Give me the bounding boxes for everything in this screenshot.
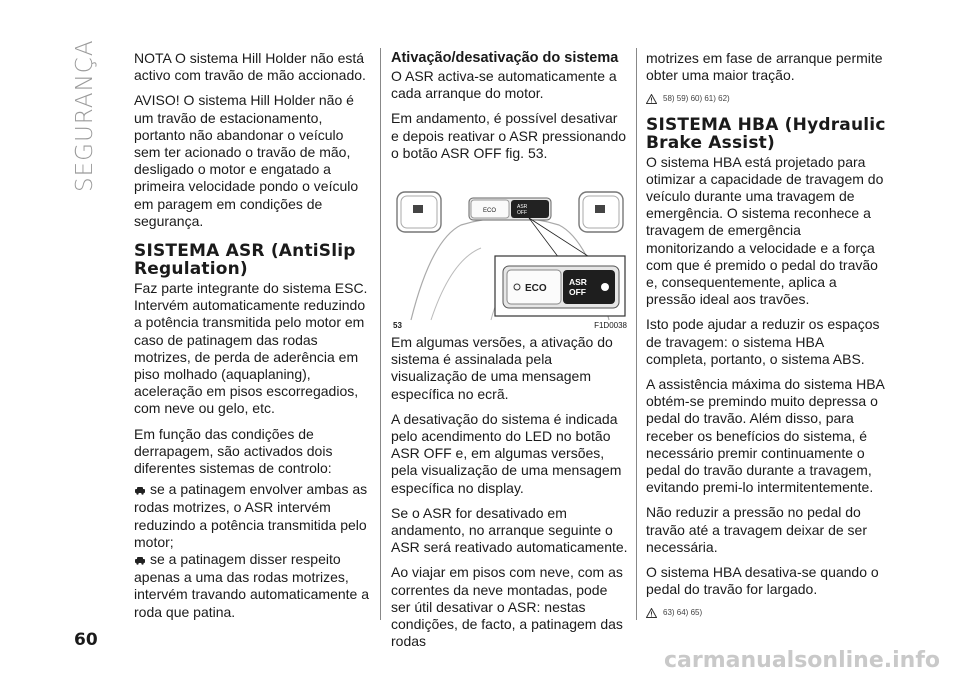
paragraph: NOTA O sistema Hill Holder não está activo com travão de mão accionado. xyxy=(134,50,366,84)
asr-button-label-1: ASR xyxy=(569,277,587,288)
dashboard-illustration xyxy=(391,170,629,322)
section-heading: SISTEMA ASR (AntiSlip Regulation) xyxy=(134,241,356,280)
small-asr-label-2: OFF xyxy=(517,210,527,217)
small-eco-label: ECO xyxy=(483,208,497,215)
column-2 xyxy=(391,50,629,658)
watermark: carmanualsonline.info xyxy=(664,648,940,673)
small-asr-label-1: ASR xyxy=(517,204,528,211)
column-1 xyxy=(134,50,370,629)
paragraph: A assistência máxima do sistema HBA obtém-se premindo muito depressa o pedal do travão. Além disso, para receber os benefícios do sistema, é necessário premir continuamente o pedal do travão durante a travagem, evitando premi-lo intermitentemente. xyxy=(646,376,885,496)
warning-references xyxy=(646,90,886,107)
paragraph: Se o ASR for desativado em andamento, no arranque seguinte o ASR será reativado automaticamente. xyxy=(391,504,628,556)
paragraph: Isto pode ajudar a reduzir os espaços de travagem: o sistema HBA completa, portanto, o sistema ABS. xyxy=(646,316,880,367)
list-item-text: se a patinagem envolver ambas as rodas motrizes, o ASR intervém reduzindo a potência transmitida pelo motor; xyxy=(134,481,368,550)
column-divider xyxy=(380,48,381,620)
eco-button-label: ECO xyxy=(525,283,547,295)
paragraph: AVISO! O sistema Hill Holder não é um travão de estacionamento, portanto não abandonar o veículo sem ter acionado o travão de mão, desligado o motor e engatado a primeira velocidade pondo o veículo em paragem em condições de segurança. xyxy=(134,92,359,229)
paragraph: Em algumas versões, a ativação do sistema é assinalada pela visualização de uma mensagem específica no ecrã. xyxy=(391,334,613,402)
paragraph: O sistema HBA desativa-se quando o pedal do travão for largado. xyxy=(646,564,879,598)
section-label: SEGURANÇA xyxy=(72,39,98,192)
paragraph: motrizes em fase de arranque permite obter uma maior tração. xyxy=(646,50,883,84)
warning-refs-text: 58) 59) 60) 61) 62) xyxy=(663,94,730,104)
paragraph: Faz parte integrante do sistema ESC. Intervém automaticamente reduzindo a potência transmitida pelo motor em caso de patinagem das rodas motrizes, de perda de aderência em piso molhado (aquaplaning), aceleração em pisos escorregadios, com neve ou gelo, etc. xyxy=(134,280,368,417)
paragraph: Não reduzir a pressão no pedal do travão até a travagem deixar de ser necessária. xyxy=(646,504,868,555)
list-item xyxy=(134,551,370,621)
car-bullet-icon xyxy=(134,482,146,499)
warning-icon xyxy=(646,608,657,618)
paragraph: Em andamento, é possível desativar e depois reativar o ASR pressionando o botão ASR OFF fig. 53. xyxy=(391,110,627,161)
figure-code: F1D0038 xyxy=(594,320,627,330)
warning-refs-text: 63) 64) 65) xyxy=(663,608,703,618)
list-item-text: se a patinagem disser respeito apenas a uma das rodas motrizes, intervém travando automaticamente a roda que patina. xyxy=(134,551,370,620)
paragraph: O sistema HBA está projetado para otimizar a capacidade de travagem do veículo durante uma travagem de emergência. O sistema reconhece a travagem de emergência monitorizando a velocidade e a força com que é premido o pedal do travão e, consequentemente, aplica a pressão ideal aos travões. xyxy=(646,153,884,308)
paragraph: Ao viajar em pisos com neve, com as correntes da neve montadas, pode ser útil desativar o ASR: nestas condições, de facto, a patinagem das rodas xyxy=(391,564,623,650)
page-number: 60 xyxy=(74,630,98,650)
list-item xyxy=(134,481,370,551)
subsection-heading: Ativação/desativação do sistema xyxy=(391,50,619,66)
column-3 xyxy=(646,50,886,630)
paragraph: O ASR activa-se automaticamente a cada arranque do motor. xyxy=(391,68,617,102)
paragraph: Em função das condições de derrapagem, são activados dois diferentes sistemas de controlo: xyxy=(134,425,333,477)
car-bullet-icon xyxy=(134,552,146,569)
warning-icon xyxy=(646,94,657,104)
figure-number: 53 xyxy=(393,320,402,330)
paragraph: A desativação do sistema é indicada pelo acendimento do LED no botão ASR OFF e, em algumas versões, pela visualização de uma mensagem específica no display. xyxy=(391,410,622,496)
warning-references xyxy=(646,604,886,621)
asr-led-icon xyxy=(601,283,609,291)
column-divider xyxy=(636,48,637,620)
asr-button-label-2: OFF xyxy=(569,287,586,298)
section-heading: SISTEMA HBA (Hydraulic Brake Assist) xyxy=(646,114,886,153)
figure-asr-button xyxy=(391,170,629,330)
